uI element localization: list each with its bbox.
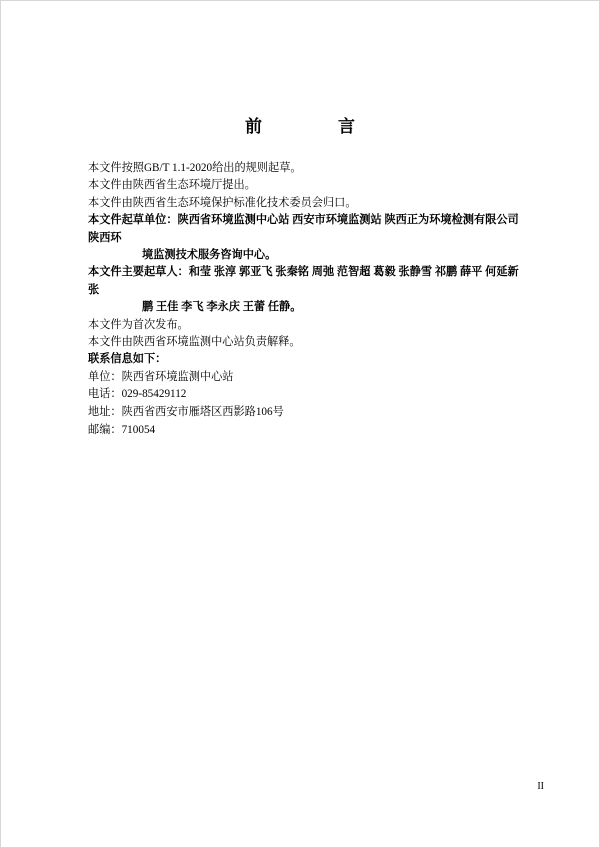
contact-address: 地址：陕西省西安市雁塔区西影路106号 xyxy=(88,406,284,419)
paragraph-jurisdiction xyxy=(88,195,520,212)
paragraph-interpretation xyxy=(88,334,520,351)
paragraph-contact-heading xyxy=(88,351,520,368)
paragraph-text-line-1: 本文件主要起草人：和莹 张淳 郭亚飞 张秦铭 周弛 范智超 葛毅 张静雪 祁鹏 薛平 何延新 张 xyxy=(88,266,519,296)
paragraph-text-line-2: 鹏 王佳 李飞 李永庆 王蕾 任静。 xyxy=(142,301,302,314)
paragraph-proposed-by xyxy=(88,177,520,194)
paragraph-text: 本文件为首次发布。 xyxy=(88,318,189,331)
paragraph-text: 本文件由陕西省环境监测中心站负责解释。 xyxy=(88,336,301,349)
paragraph-drafting-units xyxy=(88,212,520,264)
paragraph-first-issue xyxy=(88,317,520,334)
paragraph-text: 本文件由陕西省生态环境厅提出。 xyxy=(88,179,256,192)
paragraph-text-line-2: 境监测技术服务咨询中心。 xyxy=(142,249,277,262)
paragraph-drafting-rules xyxy=(88,160,520,177)
contact-organization: 单位：陕西省环境监测中心站 xyxy=(88,370,234,383)
contact-postcode: 邮编：710054 xyxy=(88,423,156,436)
contact-phone: 电话：029-85429112 xyxy=(88,388,187,401)
page-number: II xyxy=(537,781,544,792)
paragraph-text: 本文件按照GB/T 1.1-2020给出的规则起草。 xyxy=(88,162,302,174)
paragraph-text: 联系信息如下： xyxy=(88,353,167,366)
document-body xyxy=(88,160,520,439)
paragraph-text: 本文件由陕西省生态环境保护标准化技术委员会归口。 xyxy=(88,196,357,209)
paragraph-main-drafters xyxy=(88,264,520,316)
page-title: 前 言 xyxy=(245,117,369,136)
paragraph-text-line-1: 本文件起草单位：陕西省环境监测中心站 西安市环境监测站 陕西正为环境检测有限公司 陕西环 xyxy=(88,214,519,244)
